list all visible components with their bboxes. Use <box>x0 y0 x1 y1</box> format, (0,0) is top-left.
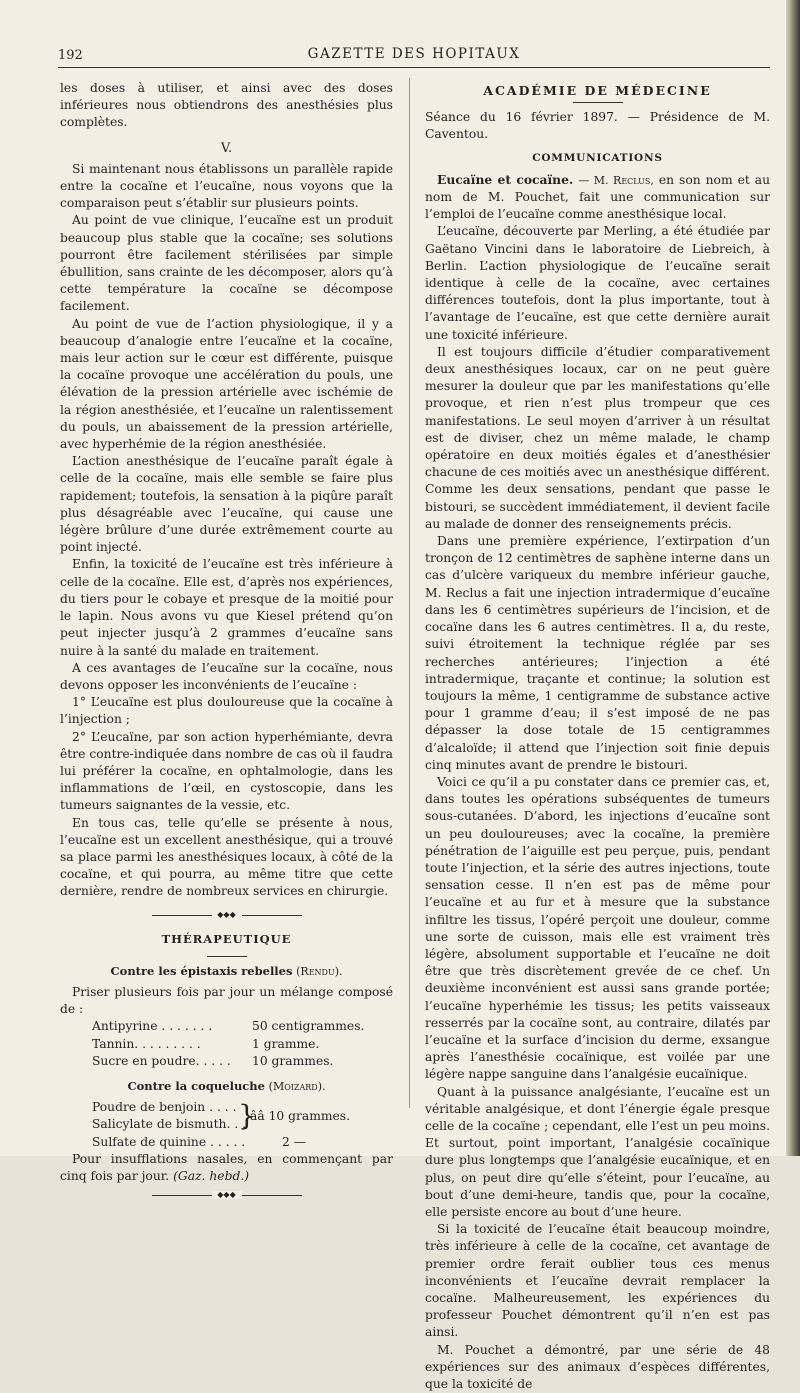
subheading-author: (Moizard). <box>268 1079 326 1093</box>
paragraph: Si la toxicité de l’eucaïne était beaucoup moindre, très inférieure à celle de la cocaïne, cet avantage de premier ordre ferait oublier tous ces menus inconvénients et l’eucaïne devrait remplacer la cocaïne. Malheureusement, les expériences du professeur Pouchet démontrent qu’il n’en est pas ainsi. <box>425 1222 770 1340</box>
left-column <box>60 80 393 1211</box>
header-rule <box>58 67 770 68</box>
short-rule <box>207 956 247 957</box>
ornament-divider: ◆◆◆ <box>152 911 302 919</box>
paragraph: 2° L’eucaïne, par son action hyperhémiante, devra être contre-indiquée dans nombre de cas où il faudra lui préférer la cocaïne, en ophtalmologie, dans les inflammations de l’œil, en cystoscopie, dans les tumeurs saignantes de la vessie, etc. <box>60 729 393 813</box>
communications-heading: COMMUNICATIONS <box>532 151 663 164</box>
subheading-epistaxis <box>60 963 393 980</box>
paragraph: Il est toujours difficile d’étudier comparativement deux anesthésiques locaux, car on ne peut guère mesurer la douleur que par les manifestations qu’elle provoque, et rien n’est plus trompeur que ces manifestations. Le seul moyen d’arriver à un résultat est de diviser, chez un même malade, le champ opératoire en deux moitiés égales et d’anesthésier chacune de ces moitiés avec un anesthésique différent. Comme les deux sensations, pendant que passe le bistouri, se succèdent immédiatement, il devient facile au malade de donner des renseignements précis. <box>425 344 770 531</box>
section-numeral: V. <box>220 140 233 156</box>
paragraph <box>425 171 770 224</box>
page-header <box>58 44 770 66</box>
paragraph: 1° L’eucaïne est plus douloureuse que la cocaïne à l’injection ; <box>60 695 393 727</box>
subheading-author: (Rendu). <box>296 964 343 978</box>
ingredient-name: Sucre en poudre. . . . . <box>92 1053 231 1068</box>
subheading-coqueluche <box>60 1078 393 1095</box>
book-spine-shadow <box>786 0 800 1156</box>
subheading-title: Contre les épistaxis rebelles <box>110 963 293 978</box>
ingredient-quantity: ââ 10 grammes. <box>250 1109 351 1124</box>
prescription-line <box>60 1036 393 1053</box>
paragraph <box>60 1151 393 1185</box>
paragraph: Enfin, la toxicité de l’eucaïne est très inférieure à celle de la cocaïne. Elle est, d’après nos expériences, du tiers pour le cobaye et presque de la moitié pour le lapin. Nous avons vu que Kiesel prétend qu’on peut injecter jusqu’à 2 grammes d’eucaïne sans nuire à la santé du malade en traitement. <box>60 557 393 658</box>
running-title: GAZETTE DES HOPITAUX <box>307 46 521 62</box>
section-title-therapeutique: THÉRAPEUTIQUE <box>161 931 292 946</box>
right-column <box>425 80 770 1393</box>
paragraph: L’eucaïne, découverte par Merling, a été étudiée par Gaëtano Vincini dans le laboratoire de Liebreich, à Berlin. L’action physiologique de l’eucaïne serait identique à celle de la cocaïne, avec certaines différences toutefois, dont la plus importante, tout à l’avantage de l’eucaïne, est que cette dernière aurait une toxicité inférieure. <box>425 224 770 342</box>
paragraph: M. Pouchet a démontré, par une série de 48 expériences sur des animaux d’espèces différentes, que la toxicité de <box>425 1342 770 1392</box>
article-lead: Eucaïne et cocaïne. <box>437 171 574 187</box>
prescription-brace-group <box>60 1099 393 1133</box>
prescription-line <box>60 1134 393 1151</box>
ingredient-quantity: 1 gramme. <box>252 1036 320 1051</box>
prescription-intro: Priser plusieurs fois par jour un mélange composé de : <box>60 984 393 1017</box>
paragraph: A ces avantages de l’eucaïne sur la cocaïne, nous devons opposer les inconvénients de l’eucaïne : <box>60 660 393 692</box>
paragraph: Voici ce qu’il a pu constater dans ce premier cas, et, dans toutes les opérations subséquentes de tumeurs sous-cutanées. D’abord, les injections d’eucaïne sont un peu douloureuses; avec la cocaïne, la première pénétration de l’aiguille est peu perçue, puis, pendant toute l’injection, et la série des autres injections, toute sensation cesse. Il n’en est pas de même pour l’eucaïne et au fur et à mesure que la substance infiltre les tissus, l’opéré perçoit une douleur, comme une sorte de cuisson, mais elle est vraiment très légère, absolument supportable et l’eucaïne ne doit être que très discrètement grevée de ce chef. Un deuxième inconvénient est aussi sans grande portée; l’eucaïne hyperhémie les tissus; les petits vaisseaux resserrés par la cocaïne sont, au contraire, dilatés par l’eucaïne et la surface d’incision du derme, exsangue après l’anesthésie cocaïnique, est voilée par une légère nappe sanguine dans l’analgésie eucaïnique. <box>425 774 770 1082</box>
closing-text: Pour insufflations nasales, en commençant par cinq fois par jour. <box>60 1151 393 1183</box>
subheading-title: Contre la coqueluche <box>127 1078 265 1093</box>
ingredient-name: Tannin. . . . . . . . . <box>92 1036 201 1051</box>
session-line: Séance du 16 février 1897. — Présidence de M. Caventou. <box>425 110 770 142</box>
column-divider <box>409 78 410 1108</box>
paragraph: En tous cas, telle qu’elle se présente à nous, l’eucaïne est un excellent anesthésique, qui a trouvé sa place parmi les anesthésiques locaux, à côté de la cocaïne, et qui pourra, au même titre que cette dernière, rendre de nombreux services en chirurgie. <box>60 815 393 899</box>
article-author: — M. Reclus, <box>578 173 654 187</box>
ingredient-name: Salicylate de bismuth. . . <box>92 1117 247 1132</box>
ornament-divider: ◆◆◆ <box>152 1191 302 1199</box>
brace-glyph: } <box>238 1099 256 1133</box>
ingredient-quantity: 10 grammes. <box>252 1053 334 1068</box>
ingredient-name: Sulfate de quinine . . . . . <box>92 1134 246 1149</box>
prescription-line <box>60 1018 393 1035</box>
ingredient-quantity: 2 — <box>282 1134 307 1149</box>
page-number: 192 <box>58 48 83 63</box>
ingredient-quantity: 50 centigrammes. <box>252 1019 365 1034</box>
paragraph: les doses à utiliser, et ainsi avec des doses inférieures nous obtiendrons des anesthésies plus complètes. <box>60 81 393 130</box>
ingredient-name: Antipyrine . . . . . . . <box>92 1019 213 1034</box>
short-rule <box>573 102 623 103</box>
paragraph: Si maintenant nous établissons un parallèle rapide entre la cocaïne et l’eucaïne, nous voyons que la comparaison peut s’établir sur plusieurs points. <box>60 161 393 211</box>
closing-source: (Gaz. hebd.) <box>173 1168 250 1183</box>
ingredient-name: Poudre de benjoin . . . . <box>92 1100 237 1115</box>
section-title-academie: ACADÉMIE DE MÉDECINE <box>483 83 712 98</box>
article-text: en son nom et au nom de M. Pouchet, fait une communication sur l’emploi de l’eucaïne comme anesthésique local. <box>425 172 770 222</box>
paragraph: Au point de vue clinique, l’eucaïne est un produit beaucoup plus stable que la cocaïne; ses solutions pourront être facilement stérilisées par simple ébullition, sans crainte de les décomposer, alors qu’à cette température la cocaïne se décompose facilement. <box>60 213 393 314</box>
prescription-line <box>60 1053 393 1070</box>
paragraph: L’action anesthésique de l’eucaïne paraît égale à celle de la cocaïne, mais elle semble se faire plus rapidement; toutefois, la sensation à la piqûre paraît plus désagréable avec l’eucaïne, qui cause une légère brûlure d’une durée extrêmement courte au point injecté. <box>60 454 393 555</box>
paragraph: Quant à la puissance analgésiante, l’eucaïne est un véritable analgésique, et dont l’énergie égale presque celle de la cocaïne ; cependant, elle l’est un peu moins. Et surtout, point important, l’analgésie cocaïnique dure plus longtemps que l’analgésie eucaïnique, et en plus, on peut dire qu’elle s’éteint, pour l’eucaïne, au bout d’une demi-heure, tandis que, pour la cocaïne, elle persiste encore au bout d’une heure. <box>425 1084 770 1219</box>
paragraph: Dans une première expérience, l’extirpation d’un tronçon de 12 centimètres de saphène interne dans un cas d’ulcère variqueux du membre inférieur gauche, M. Reclus a fait une injection intradermique d’eucaïne dans les 6 centimètres supérieurs de l’incision, et de cocaïne dans les 6 autres centimètres. Il a, du reste, suivi étroitement la technique réglée par ses recherches antérieures; l’injection a été intradermique, traçante et continue; la solution est toujours la même, 1 centigramme de substance active pour 1 gramme d’eau; il s’est imposé de ne pas dépasser la dose totale de 15 centigrammes d’alcaloïde; il attend que l’injection soit finie depuis cinq minutes avant de prendre le bistouri. <box>425 534 770 772</box>
paragraph: Au point de vue de l’action physiologique, il y a beaucoup d’analogie entre l’eucaïne et la cocaïne, mais leur action sur le cœur est différente, puisque la cocaïne provoque une accélération du pouls, une élévation de la pression artérielle avec ischémie de la région anesthésiée, et l’eucaïne un ralentissement du pouls, un abaissement de la pression artérielle, avec hyperhémie de la région anesthésiée. <box>60 316 393 452</box>
